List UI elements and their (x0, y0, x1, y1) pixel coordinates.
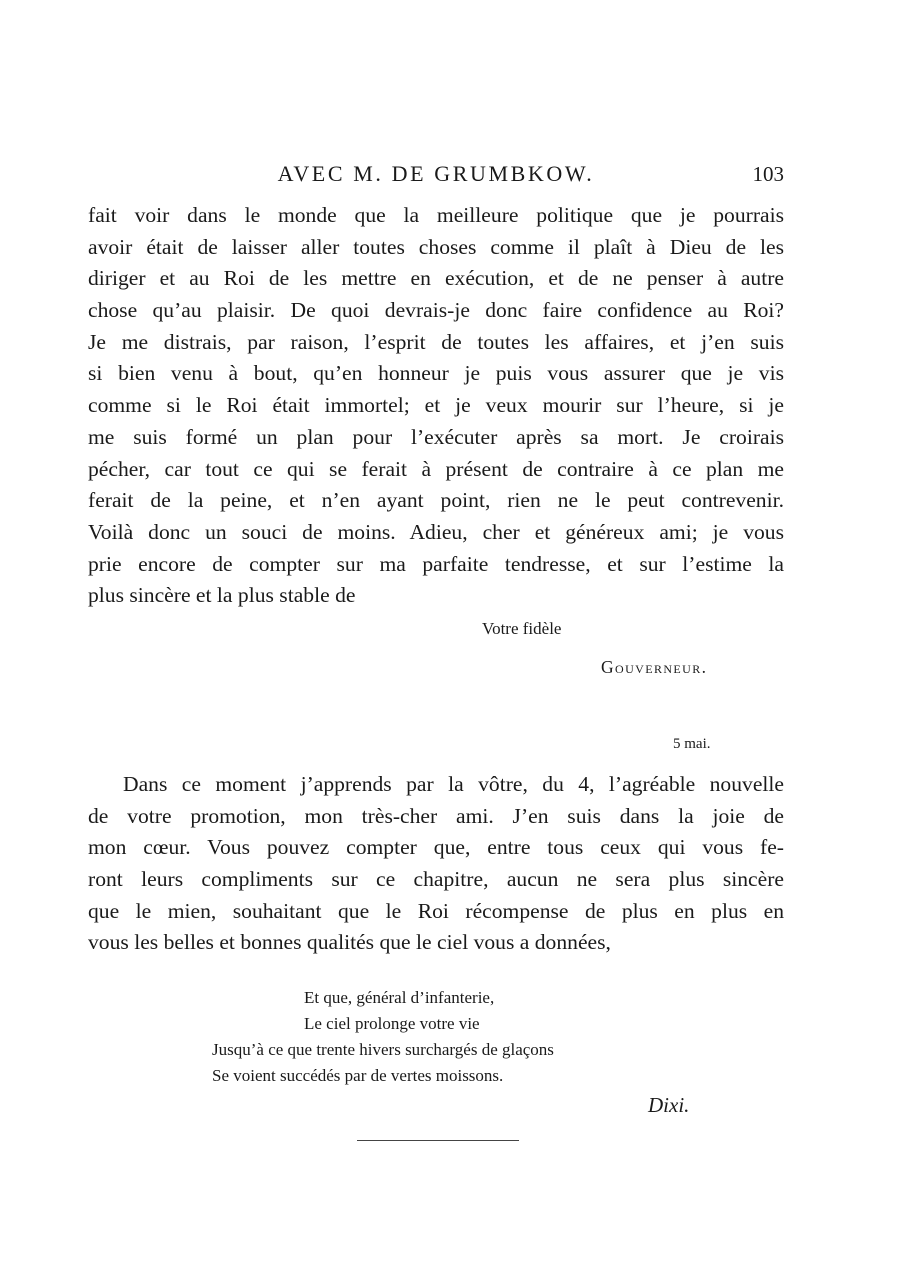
running-head (88, 158, 784, 190)
text-line: plus sincère et la plus stable de (88, 583, 356, 608)
text-line: comme si le Roi était immortel; et je veux mourir sur l’heure, si je (88, 393, 784, 418)
text-line: mon cœur. Vous pouvez compter que, entre tous ceux qui vous fe- (88, 835, 784, 860)
page-number: 103 (752, 162, 784, 186)
text-line: si bien venu à bout, qu’en honneur je puis vous assurer que je vis (88, 361, 784, 386)
letter-date: 5 mai. (673, 736, 711, 752)
letter-closing: Votre fidèle (482, 619, 562, 638)
text-line: avoir était de laisser aller toutes choses comme il plaît à Dieu de les (88, 234, 784, 259)
letter-1-body (88, 200, 784, 612)
text-line: ferait de la peine, et n’en ayant point, rien ne le peut contrevenir. (88, 488, 784, 513)
text-line: de votre promotion, mon très-cher ami. J’en suis dans la joie de (88, 803, 784, 828)
text-line: chose qu’au plaisir. De quoi devrais-je donc faire confidence au Roi? (88, 298, 784, 323)
letter-signature: Gouverneur. (601, 657, 708, 677)
verse-line: Le ciel prolonge votre vie (304, 1014, 480, 1033)
section-divider (357, 1140, 519, 1141)
text-line: fait voir dans le monde que la meilleure politique que je pourrais (88, 203, 784, 227)
text-line: Voilà donc un souci de moins. Adieu, cher et généreux ami; je vous (88, 519, 784, 544)
verse-line: Et que, général d’infanterie, (304, 988, 495, 1007)
text-line: Dans ce moment j’apprends par la vôtre, du 4, l’agréable nouvelle (123, 772, 784, 796)
verse-line: Se voient succédés par de vertes moissons. (212, 1066, 504, 1085)
text-line: me suis formé un plan pour l’exécuter après sa mort. Je croirais (88, 424, 784, 449)
running-title: AVEC M. DE GRUMBKOW. (277, 161, 595, 186)
text-line: vous les belles et bonnes qualités que le ciel vous a données, (88, 930, 611, 955)
text-line: pécher, car tout ce qui se ferait à présent de contraire à ce plan me (88, 456, 784, 481)
letter-2-body (88, 769, 784, 959)
text-line: que le mien, souhaitant que le Roi récompense de plus en plus en (88, 898, 784, 923)
verse-block (212, 985, 554, 1089)
text-line: prie encore de compter sur ma parfaite tendresse, et sur l’estime la (88, 551, 784, 576)
verse-line: Jusqu’à ce que trente hivers surchargés de glaçons (212, 1040, 554, 1059)
text-line: diriger et au Roi de les mettre en exécution, et de ne penser à autre (88, 266, 784, 291)
sign-off: Dixi. (648, 1093, 690, 1117)
text-line: Je me distrais, par raison, l’esprit de toutes les affaires, et j’en suis (88, 329, 784, 354)
text-line: ront leurs compliments sur ce chapitre, aucun ne sera plus sincère (88, 867, 784, 892)
